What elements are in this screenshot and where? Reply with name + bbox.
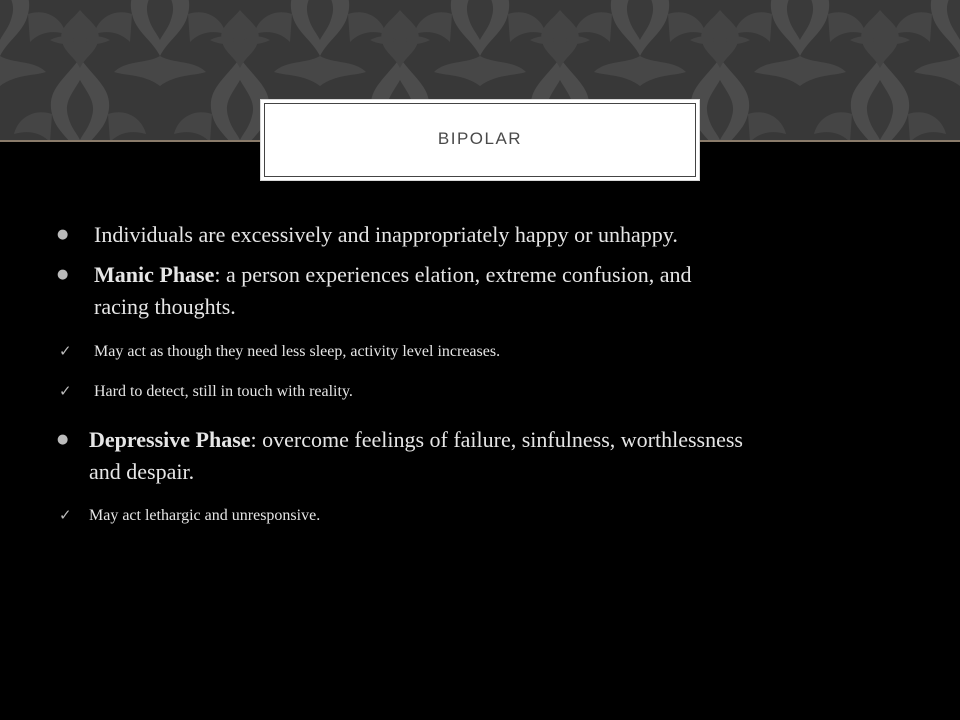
bullet-continuation xyxy=(89,455,194,489)
sub-bullet-text: Hard to detect, still in touch with reality. xyxy=(94,383,353,400)
bullet-dot-icon: ● xyxy=(57,267,69,282)
sub-bullet-item xyxy=(59,341,501,363)
bullet-heading: Manic Phase xyxy=(94,262,215,287)
checkmark-icon: ✓ xyxy=(59,342,72,360)
bullet-text: racing thoughts. xyxy=(94,294,236,319)
title-box xyxy=(260,99,700,181)
bullet-continuation xyxy=(94,290,236,324)
checkmark-icon: ✓ xyxy=(59,382,72,400)
bullet-dot-icon: ● xyxy=(57,432,69,447)
bullet-item xyxy=(57,258,692,292)
bullet-text: : a person experiences elation, extreme confusion, and xyxy=(214,262,692,287)
sub-bullet-item xyxy=(59,381,353,403)
bullet-dot-icon: ● xyxy=(57,227,69,242)
checkmark-icon: ✓ xyxy=(59,506,72,524)
bullet-item xyxy=(57,218,678,252)
bullet-item xyxy=(57,423,743,457)
sub-bullet-text: May act as though they need less sleep, activity level increases. xyxy=(94,343,501,360)
bullet-text: Individuals are excessively and inappropriately happy or unhappy. xyxy=(94,222,678,247)
sub-bullet-text: May act lethargic and unresponsive. xyxy=(89,507,321,524)
bullet-text: : overcome feelings of failure, sinfulness, worthlessness xyxy=(250,427,743,452)
slide-title: BIPOLAR xyxy=(437,129,523,148)
bullet-text: and despair. xyxy=(89,459,195,484)
title-box-inner-border xyxy=(264,103,696,177)
bullet-heading: Depressive Phase xyxy=(89,427,251,452)
sub-bullet-item xyxy=(59,505,321,527)
